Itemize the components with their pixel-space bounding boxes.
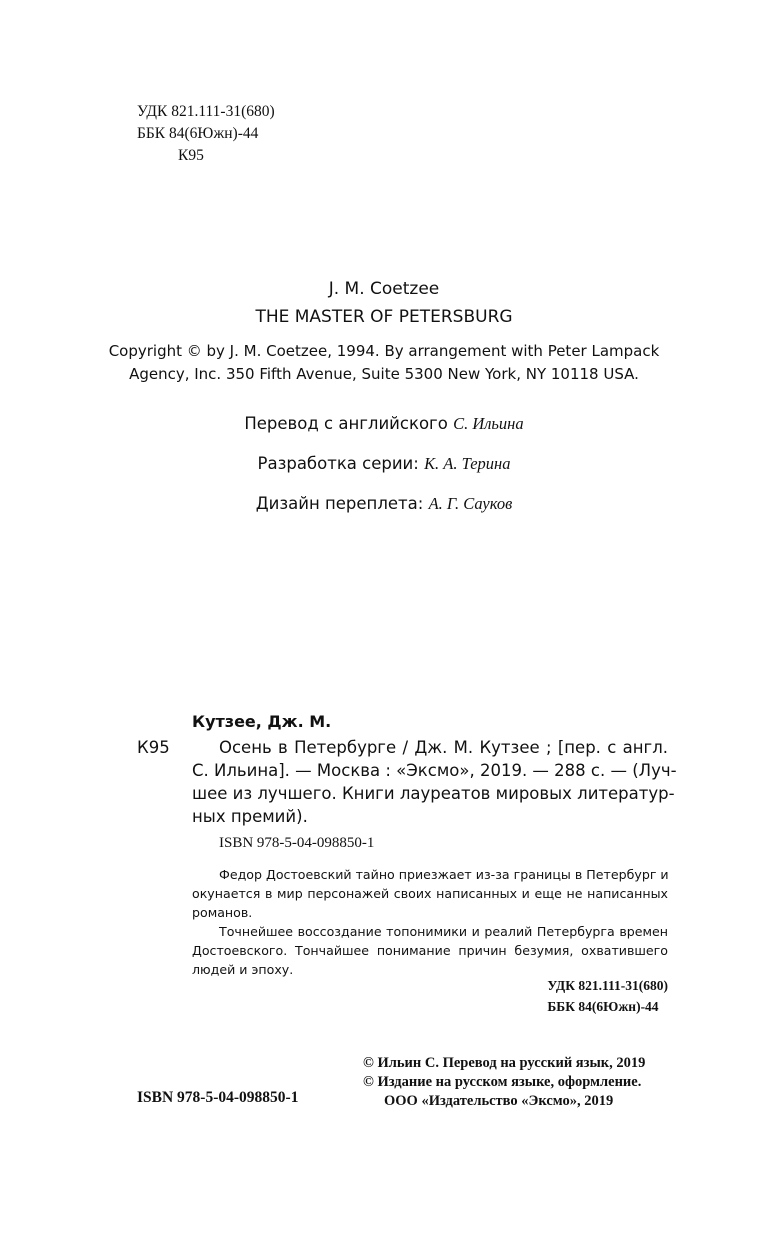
annotation-line-3: романов. [192, 905, 253, 920]
annotation-block-1 [192, 884, 668, 922]
footer-rights [363, 1054, 645, 1111]
credit-translation-name: С. Ильина [453, 414, 524, 433]
author-sign: К95 [178, 147, 204, 164]
credit-cover-design [0, 493, 768, 515]
bib-line-1: Осень в Петербурге / Дж. М. Кутзее ; [пер. с англ. [219, 738, 668, 757]
annotation-block-2 [192, 941, 668, 979]
original-title: THE MASTER OF PETERSBURG [255, 307, 513, 327]
bib-sign: К95 [137, 738, 170, 757]
bib-line-4: ных премий). [192, 807, 308, 826]
annotation-line-4: Точнейшее воссоздание топонимики и реалий Петербурга времен [219, 924, 668, 939]
bib-description-first [219, 736, 668, 759]
credit-translation [0, 413, 768, 435]
annotation-second [219, 922, 668, 941]
annotation-line-5: Достоевского. Тончайшее понимание причин безумия, охватившего [192, 943, 668, 958]
copyright-line-1: Copyright © by J. M. Coetzee, 1994. By arrangement with Peter Lampack [108, 342, 660, 360]
annotation-first [219, 865, 668, 884]
annotation-line-6: людей и эпоху. [192, 962, 294, 977]
credit-translation-label: Перевод с английского [244, 414, 448, 433]
bib-line-2: С. Ильина]. — Москва : «Эксмо», 2019. — 288 с. — (Луч- [192, 761, 677, 780]
rights-line-2: © Издание на русском языке, оформление. [363, 1074, 642, 1090]
credit-cover-label: Дизайн переплета: [255, 494, 424, 513]
footer-isbn: ISBN 978-5-04-098850-1 [137, 1089, 299, 1106]
credit-series-label: Разработка серии: [257, 454, 419, 473]
bib-line-3: шее из лучшего. Книги лауреатов мировых литератур- [192, 784, 675, 803]
annotation-line-1: Федор Достоевский тайно приезжает из-за границы в Петербург и [219, 867, 669, 882]
credit-series-name: К. А. Терина [424, 454, 511, 473]
bbk-code-bold: ББК 84(6Южн)-44 [547, 999, 659, 1014]
rights-line-3: ООО «Издательство «Эксмо», 2019 [384, 1093, 614, 1109]
udk-code-bold: УДК 821.111-31(680) [547, 978, 668, 993]
copyright-line-2: Agency, Inc. 350 Fifth Avenue, Suite 5300 New York, NY 10118 USA. [129, 365, 639, 383]
bib-description [192, 759, 677, 828]
classification-bold [547, 975, 668, 1017]
original-author: J. M. Coetzee [328, 279, 440, 299]
rights-line-1: © Ильин С. Перевод на русский язык, 2019 [363, 1055, 646, 1071]
credit-series-design [0, 453, 768, 475]
udk-code: УДК 821.111-31(680) [137, 103, 275, 120]
bib-heading: Кутзее, Дж. М. [192, 712, 332, 731]
credit-cover-name: А. Г. Сауков [428, 494, 513, 513]
bbk-code: ББК 84(6Южн)-44 [137, 125, 259, 142]
annotation-line-2: окунается в мир персонажей своих написанных и еще не написанных [192, 886, 668, 901]
bib-isbn: ISBN 978-5-04-098850-1 [219, 835, 375, 851]
